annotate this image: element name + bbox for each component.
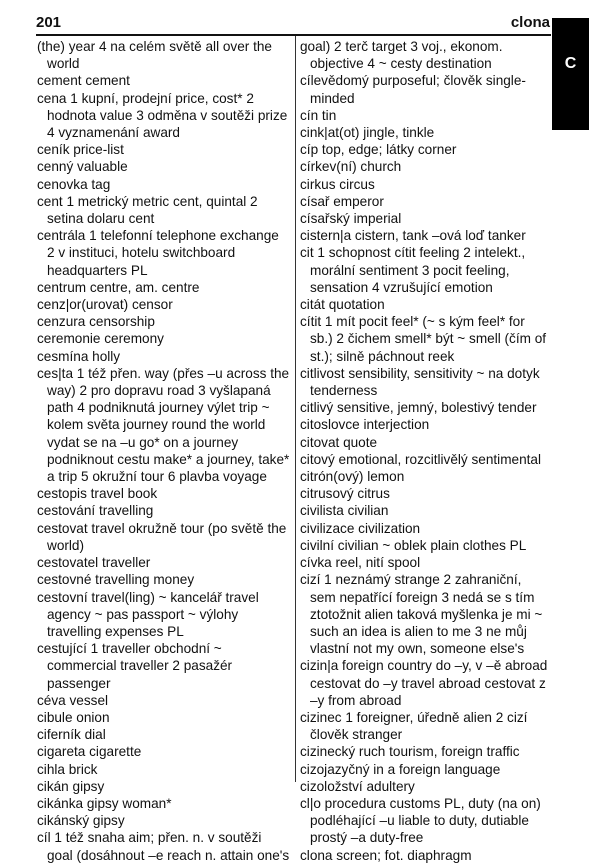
- dictionary-entry: cl|o procedura customs PL, duty (na on) podléhající –u liable to duty, dutiable prostý –a duty-free: [300, 795, 541, 846]
- dictionary-entry: cestovat travel okružně tour (po světě the world): [37, 520, 287, 553]
- running-headword: clona: [510, 14, 550, 31]
- dictionary-entry: císař emperor: [300, 193, 384, 209]
- dictionary-entry: citový emotional, rozcitlivělý sentimental: [300, 451, 542, 467]
- dictionary-entry: cirkus circus: [300, 176, 375, 192]
- dictionary-entry: ceremonie ceremony: [37, 331, 164, 347]
- page-number: 201: [36, 14, 62, 31]
- dictionary-entry: cíl 1 též snaha aim; přen. n. v soutěži goal (dosáhnout –e reach n. attain one's: [37, 830, 290, 863]
- dictionary-entry: cigareta cigarette: [37, 744, 142, 760]
- dictionary-entry: cizí 1 neznámý strange 2 zahraniční, sem nepatřící foreign 3 nedá se s tím ztotožnit alien taková myšlenka je mi ~ such an idea is alien to me 3 ne můj vlastní not my own, someone else's: [300, 572, 543, 657]
- dictionary-entry: cílevědomý purposeful; člověk single-minded: [300, 73, 526, 106]
- dictionary-entry: citovat quote: [300, 434, 378, 450]
- dictionary-entry: cikánka gipsy woman*: [37, 795, 172, 811]
- dictionary-entry: cizin|a foreign country do –y, v –ě abroad cestovat do –y travel abroad cestovat z –y from abroad: [300, 658, 548, 708]
- dictionary-entry: cement cement: [37, 73, 130, 89]
- dictionary-entry: céva vessel: [37, 692, 109, 708]
- column-divider: [295, 36, 296, 782]
- dictionary-entry: cizinec 1 foreigner, úředně alien 2 cizí člověk stranger: [300, 709, 528, 743]
- dictionary-entry: centrála 1 telefonní telephone exchange 2 v instituci, hotelu switchboard headquarters PL: [37, 228, 279, 278]
- dictionary-entry: citrón(ový) lemon: [300, 469, 405, 485]
- dictionary-entry: cestování travelling: [37, 503, 154, 519]
- dictionary-entry: civilizace civilization: [300, 520, 421, 536]
- dictionary-entry: cit 1 schopnost cítit feeling 2 intelekt., morální sentiment 3 pocit feeling, sensation 4 vzrušující emotion: [300, 245, 526, 295]
- dictionary-entry: císařský imperial: [300, 211, 402, 227]
- dictionary-entry: cizinecký ruch tourism, foreign traffic: [300, 744, 520, 760]
- dictionary-entry: cestovní travel(ling) ~ kancelář travel agency ~ pas passport ~ výlohy travelling expenses PL: [37, 589, 259, 639]
- dictionary-entry: cestopis travel book: [37, 486, 158, 502]
- dictionary-entry: centrum centre, am. centre: [37, 279, 200, 295]
- dictionary-entry: citlivost sensibility, sensitivity ~ na dotyk tenderness: [300, 365, 540, 399]
- dictionary-entry: cenovka tag: [37, 176, 111, 192]
- dictionary-entry: cítit 1 mít pocit feel* (~ s kým feel* for sb.) 2 čichem smell* být ~ smell (čím of st.); silně páchnout reek: [300, 314, 547, 364]
- dictionary-entry: citrusový citrus: [300, 486, 390, 502]
- dictionary-entry: cistern|a cistern, tank –ová loď tanker: [300, 228, 526, 244]
- header-rule: [36, 34, 551, 36]
- dictionary-entry: cizoložství adultery: [300, 778, 415, 794]
- dictionary-entry: clona screen; fot. diaphragm: [300, 847, 472, 863]
- dictionary-entry: goal) 2 terč target 3 voj., ekonom. objective 4 ~ cesty destination: [300, 39, 503, 72]
- dictionary-entry: citlivý sensitive, jemný, bolestivý tender: [300, 400, 537, 416]
- dictionary-entry: cink|at(ot) jingle, tinkle: [300, 125, 435, 141]
- section-letter: C: [564, 55, 577, 72]
- dictionary-entry: cizojazyčný in a foreign language: [300, 761, 501, 777]
- dictionary-entry: cestující 1 traveller obchodní ~ commercial traveller 2 pasažér passenger: [37, 641, 233, 691]
- dictionary-entry: citát quotation: [300, 297, 385, 313]
- dictionary-entry: civilní civilian ~ oblek plain clothes PL: [300, 537, 527, 553]
- dictionary-entry: cibule onion: [37, 709, 110, 725]
- page-header: [0, 0, 560, 33]
- dictionary-entry: cenný valuable: [37, 159, 128, 175]
- left-column: [37, 38, 290, 864]
- dictionary-entry: církev(ní) church: [300, 159, 402, 175]
- dictionary-entry: ces|ta 1 též přen. way (přes –u across the way) 2 pro dopravu road 3 vyšlapaná path 4 podniknutá journey výlet trip ~ kolem světa journey round the world vydat se na –u go* on a journey podniknout cestu make* a journey, take* a trip 5 okružní tour 6 plavba voyage: [37, 365, 290, 485]
- dictionary-entry: cín tin: [300, 107, 337, 123]
- dictionary-entry: cikánský gipsy: [37, 813, 125, 829]
- dictionary-entry: ciferník dial: [37, 727, 106, 743]
- dictionary-entry: cestovné travelling money: [37, 572, 195, 588]
- dictionary-entry: ceník price-list: [37, 142, 124, 158]
- dictionary-entry: cihla brick: [37, 761, 98, 777]
- section-thumb-tab: [552, 18, 589, 130]
- right-column: [300, 38, 550, 864]
- dictionary-entry: cíp top, edge; látky corner: [300, 142, 457, 158]
- dictionary-entry: cent 1 metrický metric cent, quintal 2 setina dolaru cent: [37, 193, 258, 227]
- dictionary-entry: (the) year 4 na celém světě all over the world: [37, 39, 272, 72]
- dictionary-entry: civilista civilian: [300, 503, 389, 519]
- dictionary-entry: cesmína holly: [37, 348, 121, 364]
- dictionary-entry: citoslovce interjection: [300, 417, 430, 433]
- dictionary-entry: cena 1 kupní, prodejní price, cost* 2 hodnota value 3 odměna v soutěži prize 4 vyznamenání award: [37, 90, 288, 141]
- dictionary-entry: cikán gipsy: [37, 778, 105, 794]
- dictionary-entry: cestovatel traveller: [37, 555, 151, 571]
- dictionary-entry: cenzura censorship: [37, 314, 155, 330]
- dictionary-entry: cenz|or(urovat) censor: [37, 297, 173, 313]
- dictionary-entry: cívka reel, nití spool: [300, 555, 421, 571]
